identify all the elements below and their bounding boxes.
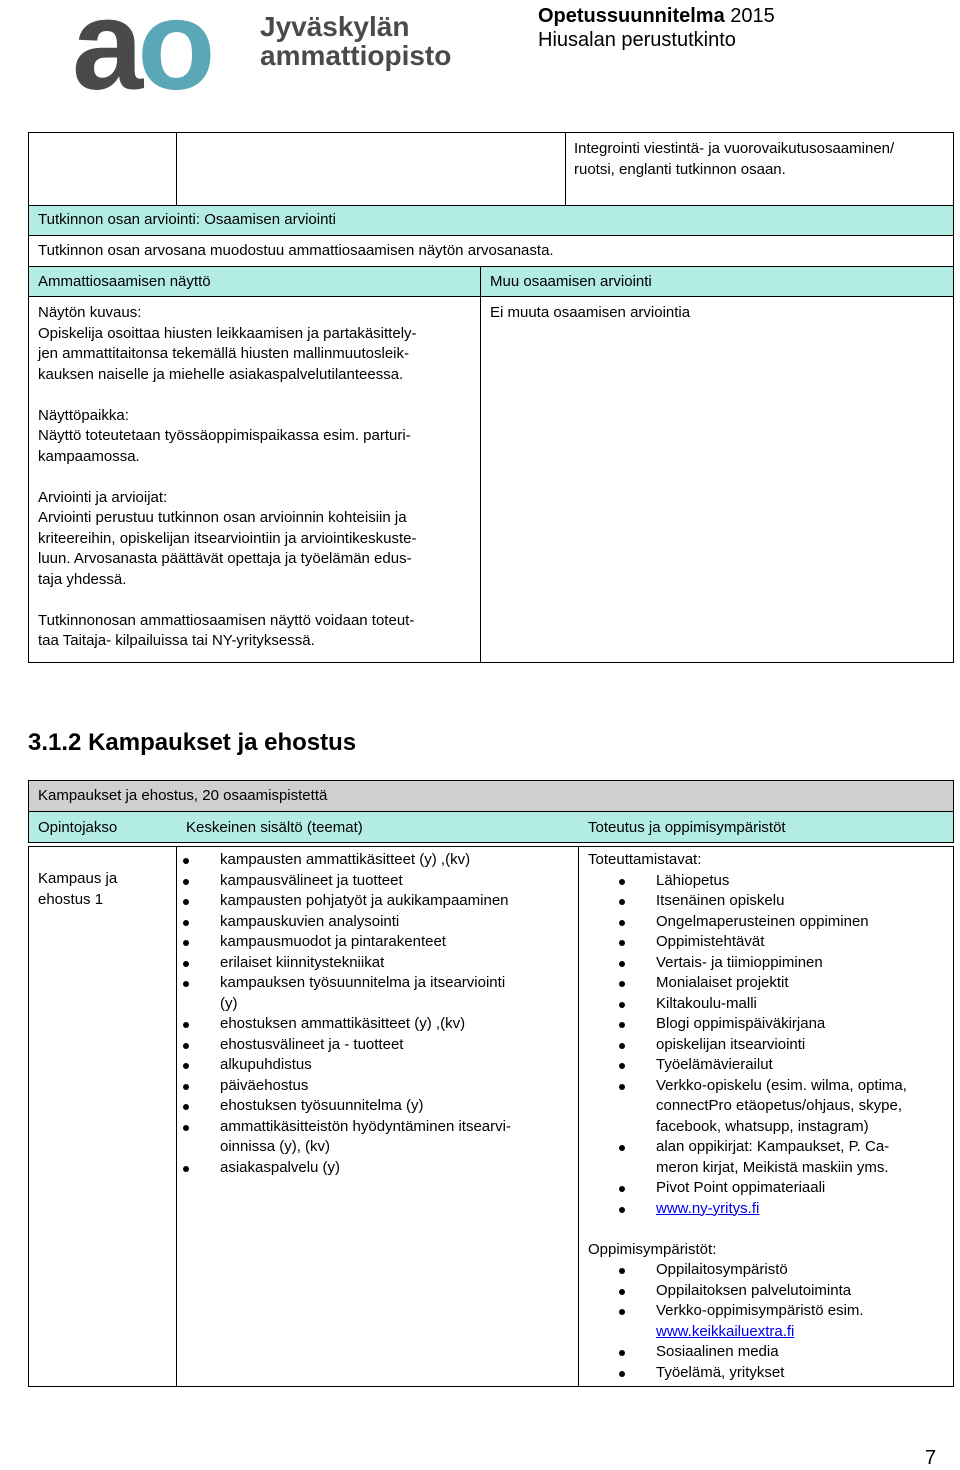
list-item <box>656 973 948 994</box>
bullet-icon <box>619 1043 625 1049</box>
list-item <box>220 1055 570 1076</box>
bullet-icon <box>183 920 189 926</box>
list-item-text: kampausvälineet ja tuotteet <box>220 871 403 889</box>
list-item-text: (y) <box>220 994 238 1012</box>
title-year: 2015 <box>724 5 775 27</box>
list-item <box>220 973 570 1014</box>
implementation-cell <box>588 850 948 1383</box>
list-item-text: Sosiaalinen media <box>656 1343 779 1360</box>
bullet-icon <box>619 1186 625 1192</box>
arvioijat-label: Arviointi ja arvioijat: <box>38 488 168 506</box>
bullet-icon <box>183 879 189 885</box>
bullet-icon <box>619 1084 625 1090</box>
bullet-icon <box>183 858 189 864</box>
list-item-text: Monialaiset projektit <box>656 974 789 991</box>
logo-line1: Jyväskylän <box>260 11 410 42</box>
section-heading: 3.1.2 Kampaukset ja ehostus <box>28 729 357 756</box>
kuvaus-label: Näytön kuvaus: <box>38 304 142 321</box>
env-list <box>656 1260 948 1322</box>
col-right-header: Muu osaamisen arviointi <box>490 273 652 290</box>
other-assessment-text: Ei muuta osaamisen arviointia <box>490 304 691 321</box>
list-item-text: Lähiopetus <box>656 871 730 889</box>
col-left-header: Ammattiosaamisen näyttö <box>38 273 211 290</box>
list-item <box>656 1014 948 1035</box>
list-item-text: meron kirjat, Meikistä maskiin yms. <box>656 1158 889 1176</box>
paikka-label: Näyttöpaikka: <box>38 406 129 424</box>
list-item-text: alkupuhdistus <box>220 1056 312 1073</box>
content-list <box>220 850 570 1178</box>
list-item-text: Työelämä, yritykset <box>656 1363 785 1381</box>
integration-text: Integrointi viestintä- ja vuorovaikutusosaaminen/ ruotsi, englanti tutkinnon osaan. <box>574 140 895 178</box>
list-item <box>220 891 570 912</box>
bullet-icon <box>619 1289 625 1295</box>
list-item-text: asiakaspalvelu (y) <box>220 1158 341 1176</box>
document-subtitle: Hiusalan perustutkinto <box>538 29 736 51</box>
methods-list <box>656 871 948 1199</box>
list-item <box>656 871 948 892</box>
list-item-text: connectPro etäopetus/ohjaus, skype, <box>656 1097 902 1114</box>
document-title <box>538 4 775 52</box>
list-item-text: facebook, whatsupp, instagram) <box>656 1117 869 1135</box>
bullet-icon <box>183 1104 189 1110</box>
bullet-icon <box>183 940 189 946</box>
bullet-icon <box>619 920 625 926</box>
list-item <box>220 912 570 933</box>
logo-text <box>260 12 451 70</box>
list-item-text: opiskelijan itsearviointi <box>656 1035 806 1053</box>
list-item <box>220 1014 570 1035</box>
bullet-icon <box>183 1043 189 1049</box>
bullet-icon <box>183 1063 189 1069</box>
header-sisalto: Keskeinen sisältö (teemat) <box>186 819 363 836</box>
list-item <box>656 1178 948 1199</box>
bullet-icon <box>183 1022 189 1028</box>
course-title: Kampaukset ja ehostus, 20 osaamispistettä <box>38 787 328 804</box>
list-item-text: Kiltakoulu-malli <box>656 994 757 1012</box>
list-item <box>656 1363 948 1384</box>
list-item-text: ehostusvälineet ja - tuotteet <box>220 1035 404 1053</box>
bullet-icon <box>619 1268 625 1274</box>
bullet-icon <box>619 899 625 905</box>
bullet-icon <box>619 1002 625 1008</box>
list-item-text: kampausten pohjatyöt ja aukikampaaminen <box>220 892 509 909</box>
list-item <box>656 1055 948 1076</box>
ny-yritys-link[interactable]: www.ny-yritys.fi <box>656 1199 760 1217</box>
list-item <box>220 1117 570 1158</box>
bullet-icon <box>183 1125 189 1131</box>
list-item <box>220 1158 570 1179</box>
list-item-text: ehostuksen työsuunnitelma (y) <box>220 1097 424 1114</box>
list-item-text: Verkko-oppimisympäristö esim. <box>656 1302 864 1319</box>
list-item-text: kampausten ammattikäsitteet (y) ,(kv) <box>220 851 471 868</box>
header-toteutus: Toteutus ja oppimisympäristöt <box>588 819 786 836</box>
bullet-icon <box>619 879 625 885</box>
list-item <box>656 1076 948 1138</box>
list-item-text: päiväehostus <box>220 1076 309 1094</box>
bullet-icon <box>183 1084 189 1090</box>
list-item <box>220 1076 570 1097</box>
env-list-2 <box>656 1342 948 1383</box>
list-item-text: oinnissa (y), (kv) <box>220 1138 331 1155</box>
bullet-icon <box>183 961 189 967</box>
title-bold: Opetussuunnitelma <box>538 5 725 27</box>
assessment-header: Tutkinnon osan arviointi: Osaamisen arviointi <box>38 211 336 228</box>
list-item <box>220 1035 570 1056</box>
assessment-text: Tutkinnon osan arvosana muodostuu ammattiosaamisen näytön arvosanasta. <box>38 242 554 259</box>
list-item-text: Työelämävierailut <box>656 1056 773 1073</box>
list-item <box>656 953 948 974</box>
bullet-icon <box>619 1350 625 1356</box>
list-item <box>656 994 948 1015</box>
demo-description: Näytön kuvaus: Opiskelija osoittaa hiusten leikkaamisen ja partakäsittely- jen ammattitaitonsa tekemällä hiusten mallinmuutosleik- kauksen naiselle ja miehelle asiakaspalvelutilanteessa. Näyttöpaikka: Näyttö toteutetaan työssäoppimispaikassa esim. parturi- kampaamossa. Arviointi ja arvioijat: Arviointi perustuu tutkinnon osan arvioinnin kohteisiin ja kriteereihin, opiskelijan itsearviointiin ja arviointikeskuste- luun. Arvosanasta päättävät opettaja ja työelämän edus- taja yhdessä. Tutkinnonosan ammattiosaamisen näyttö voidaan toteut- taa Taitaja- kilpailuissa tai NY-yrityksessä. <box>38 303 478 652</box>
list-item-text: alan oppikirjat: Kampaukset, P. Ca- <box>656 1138 890 1155</box>
list-item <box>656 1260 948 1281</box>
list-item-text: Blogi oppimispäiväkirjana <box>656 1015 826 1032</box>
list-item <box>656 932 948 953</box>
list-item-text: Oppimistehtävät <box>656 933 765 950</box>
bullet-icon <box>619 1145 625 1151</box>
bullet-icon <box>183 899 189 905</box>
list-item <box>656 891 948 912</box>
list-item-text: kampauskuvien analysointi <box>220 912 400 930</box>
list-item <box>220 871 570 892</box>
list-item-text: Vertais- ja tiimioppiminen <box>656 953 823 971</box>
list-item <box>656 1342 948 1363</box>
page-number: 7 <box>925 1447 937 1469</box>
methods-label: Toteuttamistavat: <box>588 851 702 868</box>
list-item-text: Verkko-opiskelu (esim. wilma, optima, <box>656 1076 907 1094</box>
list-item <box>656 912 948 933</box>
course-name: Kampaus ja ehostus 1 <box>38 870 118 908</box>
list-item <box>220 1096 570 1117</box>
list-item-text: Itsenäinen opiskelu <box>656 892 785 909</box>
list-item-text: Oppilaitoksen palvelutoiminta <box>656 1281 852 1299</box>
list-item <box>656 1281 948 1302</box>
bullet-icon <box>619 940 625 946</box>
bullet-icon <box>619 1022 625 1028</box>
list-item <box>656 1035 948 1056</box>
header-opintojakso: Opintojakso <box>38 819 118 836</box>
list-item <box>220 932 570 953</box>
keikkailuextra-link[interactable]: www.keikkailuextra.fi <box>656 1322 795 1340</box>
list-item <box>656 1137 948 1178</box>
list-item <box>656 1199 948 1220</box>
bullet-icon <box>619 1309 625 1315</box>
list-item <box>220 850 570 871</box>
list-item-text: Pivot Point oppimateriaali <box>656 1179 826 1196</box>
logo-line2: ammattiopisto <box>260 40 452 71</box>
list-item <box>220 953 570 974</box>
bullet-icon <box>619 1371 625 1377</box>
list-item-text: Oppilaitosympäristö <box>656 1261 788 1278</box>
bullet-icon <box>183 1166 189 1172</box>
list-item-text: kampauksen työsuunnitelma ja itsearviointi <box>220 974 506 991</box>
env-label: Oppimisympäristöt: <box>588 1240 717 1258</box>
bullet-icon <box>619 981 625 987</box>
methods-link-list <box>656 1199 948 1220</box>
bullet-icon <box>619 1063 625 1069</box>
list-item-text: Ongelmaperusteinen oppiminen <box>656 912 869 930</box>
list-item-text: ammattikäsitteistön hyödyntäminen itsearvi- <box>220 1117 511 1135</box>
list-item-text: ehostuksen ammattikäsitteet (y) ,(kv) <box>220 1015 466 1032</box>
course-header-row <box>28 811 954 843</box>
list-item-text: erilaiset kiinnitystekniikat <box>220 953 385 971</box>
logo-mark: ao <box>72 0 210 117</box>
list-item <box>656 1301 948 1322</box>
list-item-text: kampausmuodot ja pintarakenteet <box>220 933 446 950</box>
bullet-icon <box>619 961 625 967</box>
bullet-icon <box>183 981 189 987</box>
